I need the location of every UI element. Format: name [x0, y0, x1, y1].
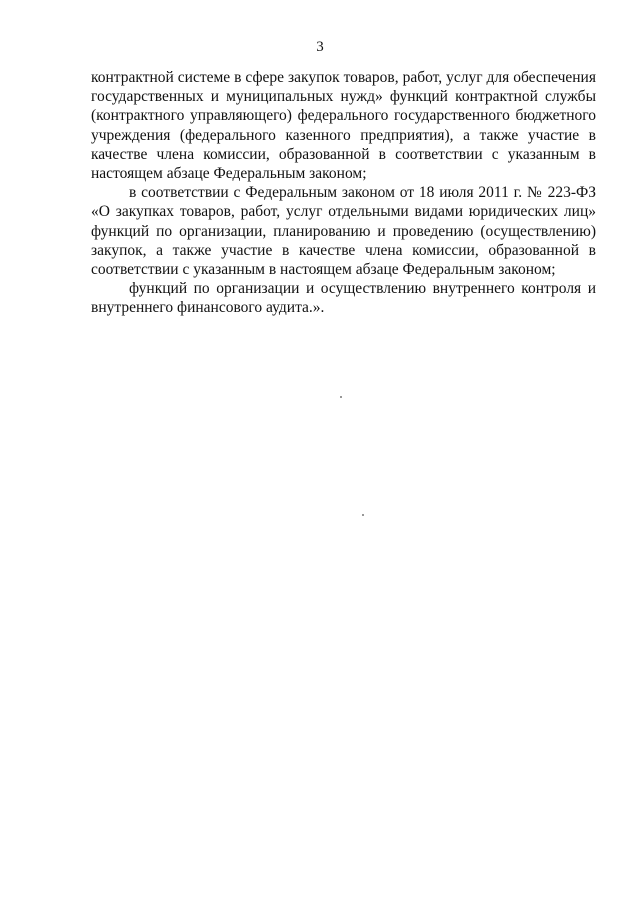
page-number: 3 — [316, 39, 324, 55]
text-line: качестве члена комиссии, образованной в соответствии с указанным в — [91, 145, 596, 163]
text-line: функций по организации и осуществлению внутреннего контроля и — [129, 280, 596, 298]
text-line: «О закупках товаров, работ, услуг отдельными видами юридических лиц» — [91, 203, 596, 221]
text-line: в соответствии с Федеральным законом от 18 июля 2011 г. № 223-ФЗ — [129, 184, 596, 202]
text-line: внутреннего финансового аудита.». — [91, 299, 325, 317]
text-line: (контрактного управляющего) федерального государственного бюджетного — [91, 107, 596, 125]
text-line: настоящем абзаце Федеральным законом; — [91, 164, 367, 182]
text-line: закупок, а также участие в качестве члена комиссии, образованной в — [91, 241, 596, 259]
scan-speck — [340, 396, 342, 398]
text-line: учреждения (федерального казенного предприятия), а также участие в — [91, 126, 596, 144]
paragraph-1 — [91, 68, 596, 183]
scan-speck — [362, 514, 364, 516]
text-line: функций по организации, планированию и проведению (осуществлению) — [91, 222, 596, 240]
text-line: государственных и муниципальных нужд» функций контрактной службы — [91, 88, 596, 106]
paragraph-3 — [91, 279, 596, 317]
document-body — [91, 68, 596, 317]
text-line: контрактной системе в сфере закупок товаров, работ, услуг для обеспечения — [91, 69, 596, 86]
text-line: соответствии с указанным в настоящем абзаце Федеральным законом; — [91, 260, 556, 278]
paragraph-2 — [91, 183, 596, 279]
